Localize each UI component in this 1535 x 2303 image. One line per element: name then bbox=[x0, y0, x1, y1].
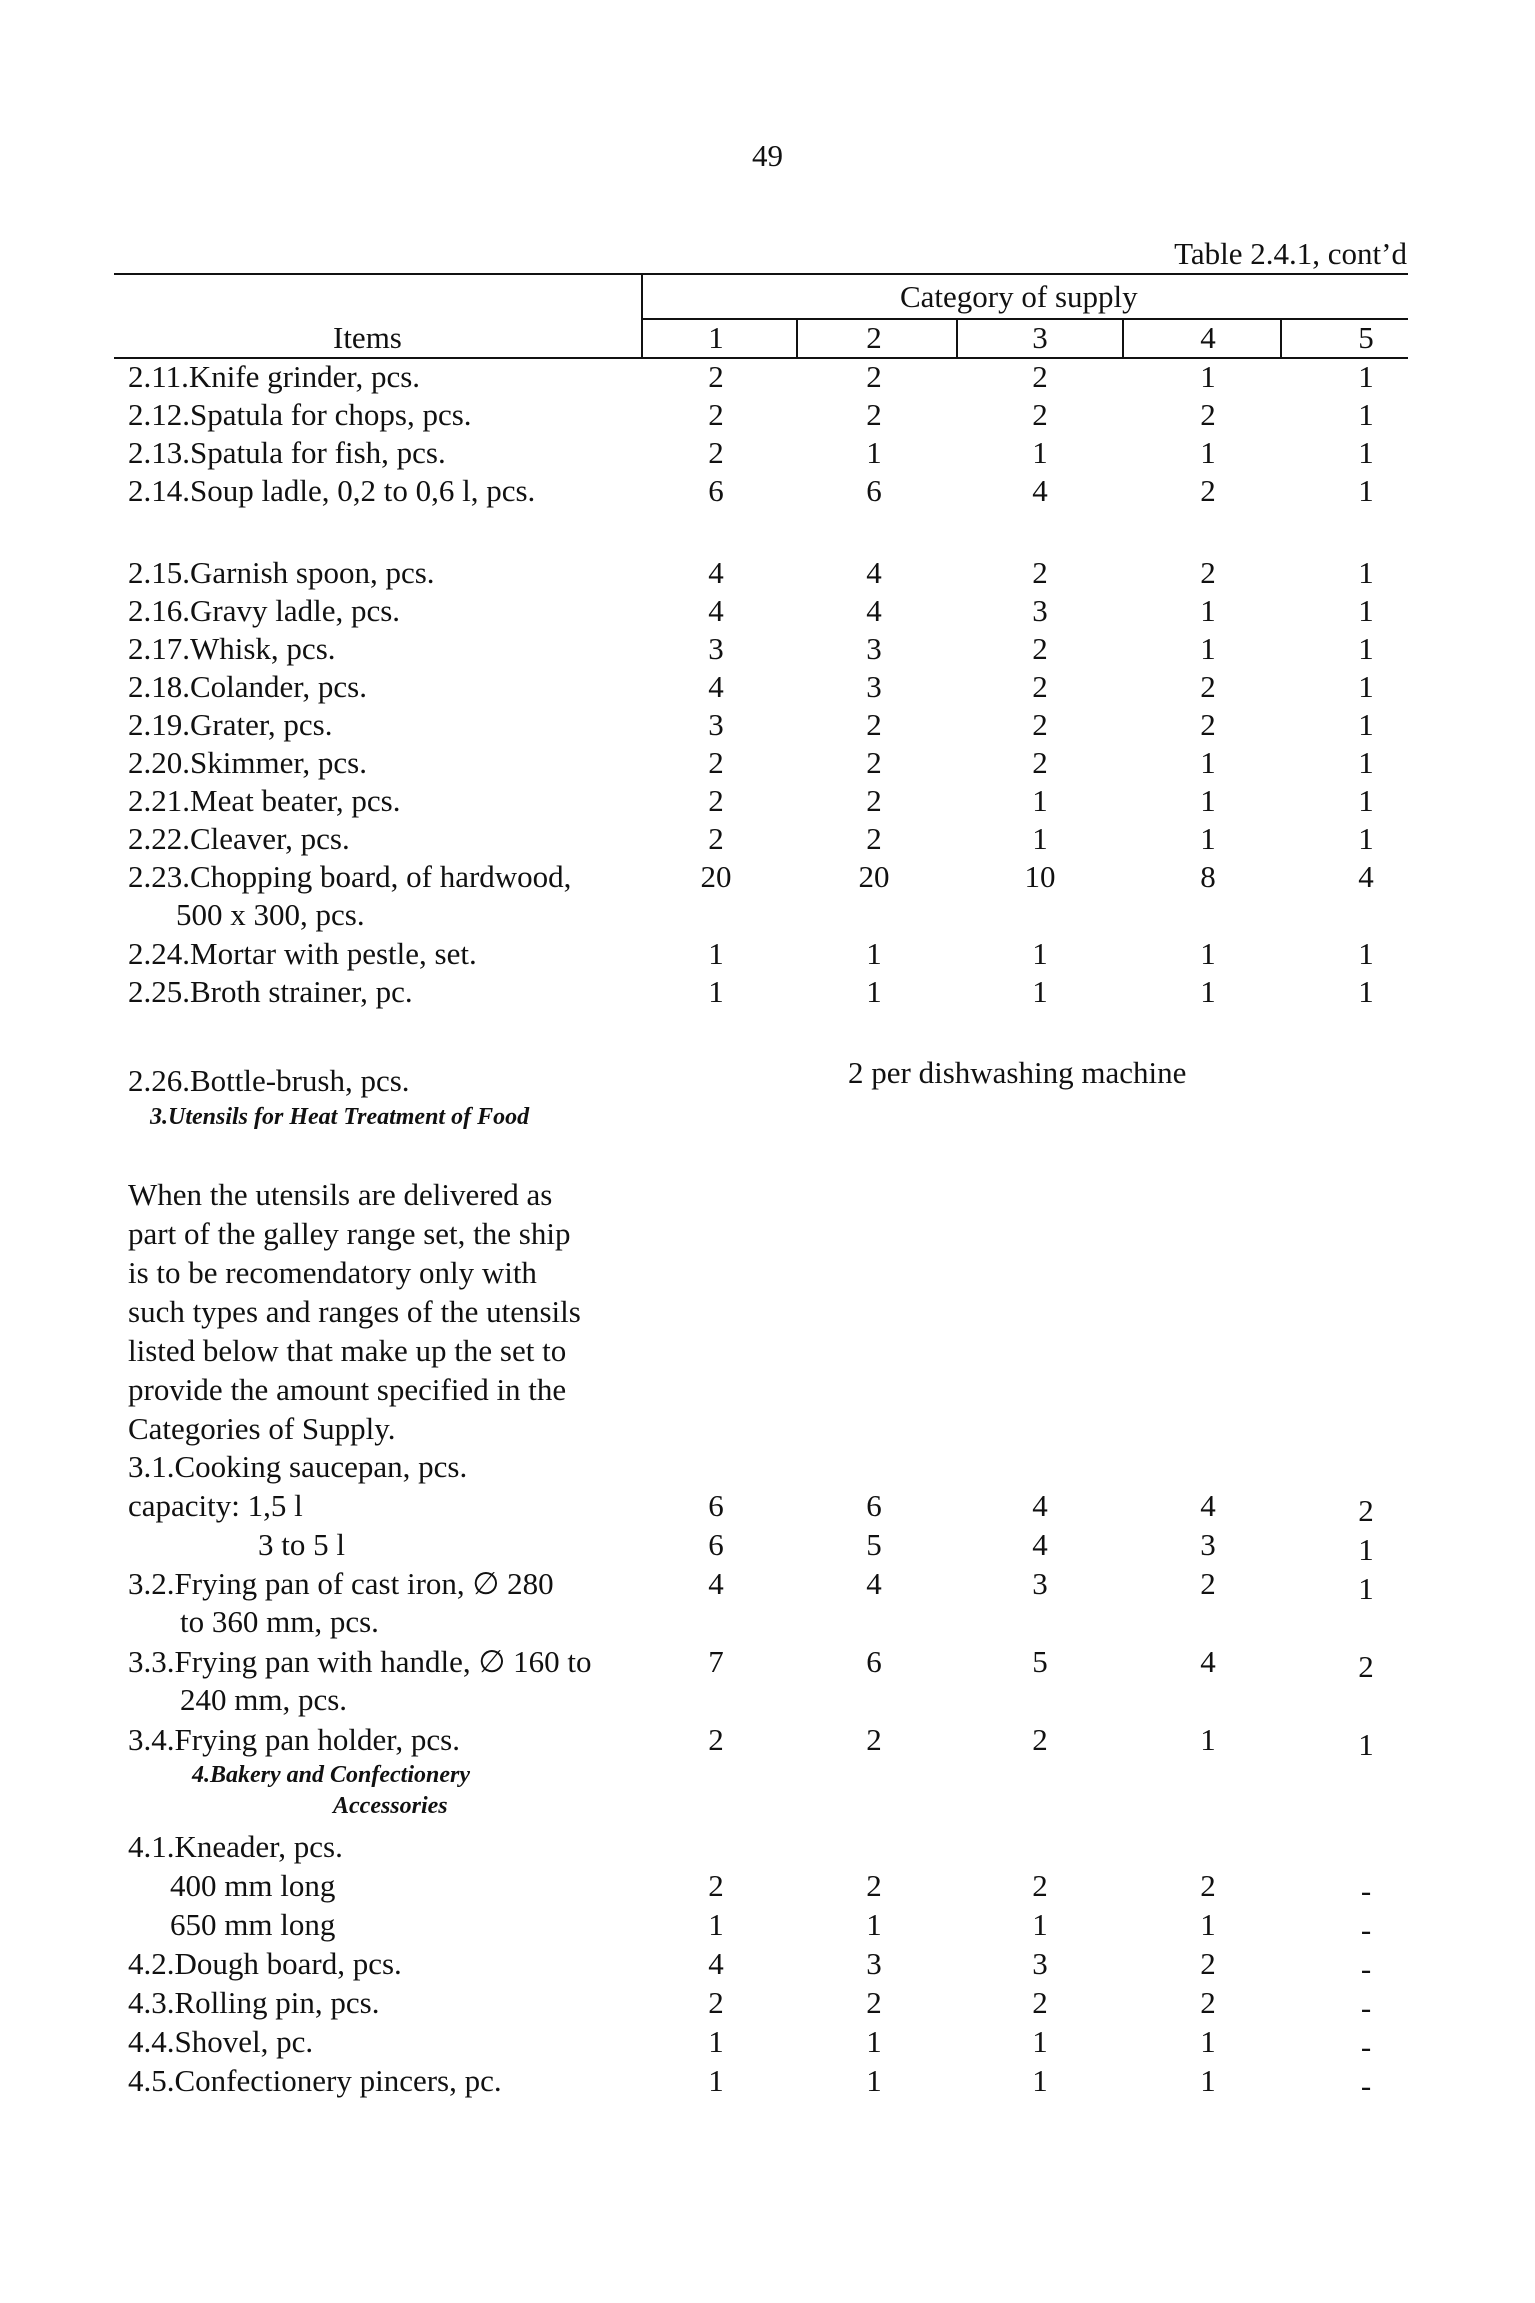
row-value: 5 bbox=[1032, 1644, 1048, 1679]
row-value: 1 bbox=[1358, 397, 1374, 432]
row-item: 650 mm long bbox=[170, 1907, 336, 1942]
row-value: 20 bbox=[858, 859, 890, 894]
row-item bbox=[128, 1643, 592, 1719]
row-item: 4.4.Shovel, pc. bbox=[128, 2024, 314, 2059]
row-value: 1 bbox=[1032, 2024, 1048, 2059]
row-value: 4 bbox=[1032, 1527, 1048, 1562]
row-value: 2 bbox=[1200, 707, 1216, 742]
row-item: 2.14.Soup ladle, 0,2 to 0,6 l, pcs. bbox=[128, 473, 536, 508]
row-value: 1 bbox=[1200, 821, 1216, 856]
row-value: 2 bbox=[866, 359, 882, 394]
row-value: 1 bbox=[866, 936, 882, 971]
row-item-line: 3.3.Frying pan with handle, ∅ 160 to bbox=[128, 1644, 592, 1679]
row-value: 3 bbox=[866, 1946, 882, 1981]
row-value: 20 bbox=[700, 859, 732, 894]
row-value: 2 bbox=[866, 707, 882, 742]
header-divider-2 bbox=[956, 318, 958, 359]
row-value: 1 bbox=[1032, 974, 1048, 1009]
row-item bbox=[128, 1565, 554, 1641]
row-item-continuation: to 360 mm, pcs. bbox=[180, 1604, 379, 1639]
row-value: 2 bbox=[866, 1722, 882, 1757]
row-value: 1 bbox=[1200, 631, 1216, 666]
row-item: 4.3.Rolling pin, pcs. bbox=[128, 1985, 380, 2020]
row-value: 1 bbox=[1200, 1722, 1216, 1757]
row-value: 1 bbox=[1200, 593, 1216, 628]
row-item: 4.5.Confectionery pincers, pc. bbox=[128, 2063, 502, 2098]
row-value: 1 bbox=[1358, 707, 1374, 742]
row-value: 6 bbox=[708, 1527, 724, 1562]
row-value: 7 bbox=[708, 1644, 724, 1679]
row-value: 2 bbox=[1032, 707, 1048, 742]
row-value: 1 bbox=[1032, 783, 1048, 818]
row-value: 1 bbox=[1200, 2024, 1216, 2059]
row-item: 2.22.Cleaver, pcs. bbox=[128, 821, 350, 856]
row-value: 2 bbox=[866, 745, 882, 780]
row-value: 6 bbox=[708, 473, 724, 508]
header-items: Items bbox=[333, 320, 402, 355]
row-value: 1 bbox=[708, 974, 724, 1009]
header-divider-3 bbox=[1122, 318, 1124, 359]
row-value: 3 bbox=[1032, 1566, 1048, 1601]
row-value: 1 bbox=[866, 974, 882, 1009]
section-heading-3: 3.Utensils for Heat Treatment of Food bbox=[150, 1104, 530, 1130]
row-value: 2 bbox=[708, 397, 724, 432]
row-value: 1 bbox=[866, 1907, 882, 1942]
row-item: 400 mm long bbox=[170, 1868, 336, 1903]
row-value: 1 bbox=[1358, 435, 1374, 470]
row-value: 3 bbox=[866, 631, 882, 666]
row-value: 2 bbox=[1032, 669, 1048, 704]
row-value: 1 bbox=[1358, 669, 1374, 704]
row-value: 6 bbox=[866, 1488, 882, 1523]
note-line: When the utensils are delivered as bbox=[128, 1177, 553, 1212]
row-item: 2.15.Garnish spoon, pcs. bbox=[128, 555, 435, 590]
row-value: 2 bbox=[1358, 1493, 1374, 1528]
row-item: capacity: 1,5 l bbox=[128, 1488, 303, 1523]
row-value: 4 bbox=[708, 593, 724, 628]
row-value: 1 bbox=[1358, 473, 1374, 508]
row-value: 1 bbox=[1032, 821, 1048, 856]
row-value: 1 bbox=[1358, 631, 1374, 666]
row-item: 2.21.Meat beater, pcs. bbox=[128, 783, 401, 818]
row-value: 3 bbox=[708, 707, 724, 742]
row-item: 2.13.Spatula for fish, pcs. bbox=[128, 435, 446, 470]
row-item: 2.18.Colander, pcs. bbox=[128, 669, 367, 704]
row-value: 3 bbox=[866, 669, 882, 704]
row-value: - bbox=[1360, 1912, 1372, 1947]
row-value: 2 bbox=[1032, 631, 1048, 666]
header-divider-4 bbox=[1280, 318, 1282, 359]
header-top-rule bbox=[114, 273, 1408, 275]
header-divider-0 bbox=[641, 273, 643, 359]
row-value: 1 bbox=[708, 2024, 724, 2059]
row-value: 1 bbox=[1200, 745, 1216, 780]
row-item: 2.11.Knife grinder, pcs. bbox=[128, 359, 421, 394]
row-item: 2.12.Spatula for chops, pcs. bbox=[128, 397, 472, 432]
row-value: 2 bbox=[1200, 669, 1216, 704]
row-value: 1 bbox=[1032, 435, 1048, 470]
row-item: 2.20.Skimmer, pcs. bbox=[128, 745, 367, 780]
row-item: 2.16.Gravy ladle, pcs. bbox=[128, 593, 401, 628]
row-value: 2 bbox=[866, 397, 882, 432]
row-value: 2 bbox=[866, 1985, 882, 2020]
row-value: 2 bbox=[1358, 1649, 1374, 1684]
row-item-line: 2.23.Chopping board, of hardwood, bbox=[128, 859, 572, 894]
row-item: 3.1.Cooking saucepan, pcs. bbox=[128, 1449, 468, 1484]
row-value: 2 bbox=[1200, 1946, 1216, 1981]
row-value: - bbox=[1360, 1951, 1372, 1986]
row-value: 1 bbox=[1358, 1571, 1374, 1606]
header-col-1: 1 bbox=[708, 320, 724, 355]
row-value: 4 bbox=[708, 1566, 724, 1601]
row-value: 5 bbox=[866, 1527, 882, 1562]
row-value: 2 bbox=[1032, 555, 1048, 590]
row-value: 1 bbox=[1358, 359, 1374, 394]
row-value: 1 bbox=[1200, 2063, 1216, 2098]
row-item-continuation: 500 x 300, pcs. bbox=[176, 897, 365, 932]
section-heading-4-line-2: Accessories bbox=[333, 1793, 448, 1819]
row-item: 4.2.Dough board, pcs. bbox=[128, 1946, 402, 1981]
row-value: 2 bbox=[708, 783, 724, 818]
page-number: 49 bbox=[752, 138, 783, 173]
row-value: 4 bbox=[866, 1566, 882, 1601]
row-value: 1 bbox=[1032, 936, 1048, 971]
note-line: Categories of Supply. bbox=[128, 1411, 396, 1446]
row-value: 2 bbox=[1200, 473, 1216, 508]
row-value: 2 bbox=[1200, 1868, 1216, 1903]
row-value: 2 bbox=[1200, 1985, 1216, 2020]
row-item: 2.25.Broth strainer, pc. bbox=[128, 974, 413, 1009]
row-value: 4 bbox=[1200, 1644, 1216, 1679]
note-line: provide the amount specified in the bbox=[128, 1372, 567, 1407]
section-heading-4: 4.Bakery and Confectionery bbox=[192, 1762, 470, 1788]
note-line: listed below that make up the set to bbox=[128, 1333, 567, 1368]
row-value: 4 bbox=[1358, 859, 1374, 894]
note-line: is to be recomendatory only with bbox=[128, 1255, 537, 1290]
section-3-note bbox=[128, 1175, 628, 1448]
row-value: 4 bbox=[866, 555, 882, 590]
row-value: 1 bbox=[1200, 783, 1216, 818]
row-value: 2 bbox=[708, 1985, 724, 2020]
row-value: 6 bbox=[866, 473, 882, 508]
row-value: 4 bbox=[708, 669, 724, 704]
row-value: 2 bbox=[866, 821, 882, 856]
row-value: 2 bbox=[1032, 1722, 1048, 1757]
row-value: 1 bbox=[1200, 359, 1216, 394]
row-value: 1 bbox=[1358, 1727, 1374, 1762]
row-item-line: 3.2.Frying pan of cast iron, ∅ 280 bbox=[128, 1566, 554, 1601]
header-category: Category of supply bbox=[900, 279, 1138, 314]
row-value: 8 bbox=[1200, 859, 1216, 894]
row-item bbox=[128, 858, 571, 934]
row-value: 2 bbox=[1200, 555, 1216, 590]
row-value: 2 bbox=[1032, 359, 1048, 394]
row-value: 2 bbox=[708, 435, 724, 470]
row-item: 3.4.Frying pan holder, pcs. bbox=[128, 1722, 460, 1757]
row-value: 1 bbox=[1358, 936, 1374, 971]
row-value: 6 bbox=[866, 1644, 882, 1679]
table-caption: Table 2.4.1, cont’d bbox=[1174, 236, 1407, 271]
note-line: such types and ranges of the utensils bbox=[128, 1294, 581, 1329]
row-value: 4 bbox=[866, 593, 882, 628]
row-value: 1 bbox=[1358, 1532, 1374, 1567]
row-value: 2 bbox=[866, 783, 882, 818]
row-item: 4.1.Kneader, pcs. bbox=[128, 1829, 343, 1864]
row-item-continuation: 240 mm, pcs. bbox=[180, 1682, 348, 1717]
row-value: 1 bbox=[1358, 593, 1374, 628]
row-value: 4 bbox=[1032, 1488, 1048, 1523]
row-item: 2.24.Mortar with pestle, set. bbox=[128, 936, 477, 971]
row-value: - bbox=[1360, 1873, 1372, 1908]
row-value: - bbox=[1360, 2068, 1372, 2103]
row-value: 4 bbox=[708, 1946, 724, 1981]
header-col-5: 5 bbox=[1358, 320, 1374, 355]
row-value: 2 bbox=[708, 1868, 724, 1903]
row-value: 1 bbox=[866, 435, 882, 470]
row-value: 1 bbox=[1032, 2063, 1048, 2098]
header-mid-rule bbox=[641, 318, 1408, 320]
row-value: 1 bbox=[708, 2063, 724, 2098]
row-value: 3 bbox=[1032, 593, 1048, 628]
row-value: 4 bbox=[1032, 473, 1048, 508]
row-value: 10 bbox=[1024, 859, 1056, 894]
row-value: 2 bbox=[708, 359, 724, 394]
row-value: 1 bbox=[1200, 1907, 1216, 1942]
row-item: 2.19.Grater, pcs. bbox=[128, 707, 333, 742]
row-value: 1 bbox=[708, 936, 724, 971]
header-col-2: 2 bbox=[866, 320, 882, 355]
row-value: 1 bbox=[1200, 974, 1216, 1009]
row-value: - bbox=[1360, 1990, 1372, 2025]
row-value: 1 bbox=[866, 2024, 882, 2059]
row-value: 3 bbox=[708, 631, 724, 666]
row-item: 2.26.Bottle-brush, pcs. bbox=[128, 1063, 410, 1098]
row-value: 1 bbox=[1200, 936, 1216, 971]
row-value: 1 bbox=[1358, 783, 1374, 818]
row-span-note: 2 per dishwashing machine bbox=[848, 1055, 1187, 1090]
row-value: 2 bbox=[708, 745, 724, 780]
row-value: 2 bbox=[866, 1868, 882, 1903]
row-value: 2 bbox=[708, 821, 724, 856]
row-value: - bbox=[1360, 2029, 1372, 2064]
row-value: 3 bbox=[1032, 1946, 1048, 1981]
note-line: part of the galley range set, the ship bbox=[128, 1216, 571, 1251]
row-value: 2 bbox=[1032, 745, 1048, 780]
row-value: 1 bbox=[866, 2063, 882, 2098]
row-value: 1 bbox=[1032, 1907, 1048, 1942]
row-value: 1 bbox=[1358, 974, 1374, 1009]
row-value: 2 bbox=[1032, 1868, 1048, 1903]
row-value: 6 bbox=[708, 1488, 724, 1523]
row-value: 2 bbox=[708, 1722, 724, 1757]
row-value: 2 bbox=[1200, 397, 1216, 432]
row-value: 4 bbox=[1200, 1488, 1216, 1523]
row-value: 1 bbox=[1358, 745, 1374, 780]
row-value: 4 bbox=[708, 555, 724, 590]
header-col-3: 3 bbox=[1032, 320, 1048, 355]
row-item: 2.17.Whisk, pcs. bbox=[128, 631, 336, 666]
row-value: 1 bbox=[1200, 435, 1216, 470]
row-value: 2 bbox=[1032, 397, 1048, 432]
row-value: 2 bbox=[1200, 1566, 1216, 1601]
row-item: 3 to 5 l bbox=[258, 1527, 345, 1562]
row-value: 3 bbox=[1200, 1527, 1216, 1562]
row-value: 1 bbox=[1358, 555, 1374, 590]
header-col-4: 4 bbox=[1200, 320, 1216, 355]
row-value: 1 bbox=[708, 1907, 724, 1942]
row-value: 1 bbox=[1358, 821, 1374, 856]
header-divider-1 bbox=[796, 318, 798, 359]
row-value: 2 bbox=[1032, 1985, 1048, 2020]
